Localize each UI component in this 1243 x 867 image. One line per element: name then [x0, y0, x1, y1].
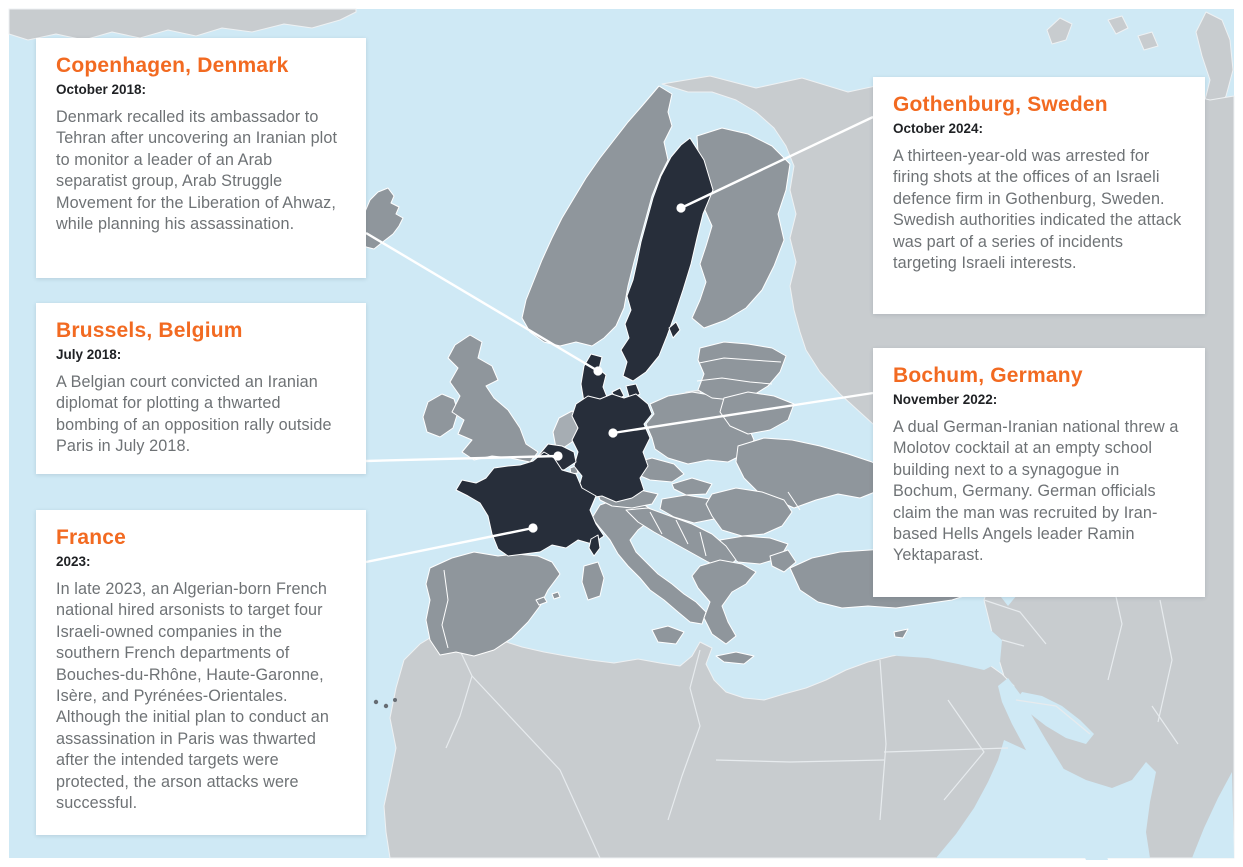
callout-date: October 2018:	[56, 82, 147, 97]
callout-france	[36, 510, 366, 835]
callout-title: Gothenburg, Sweden	[893, 93, 1108, 116]
brussels-marker-dot	[553, 451, 562, 460]
callout-bochum	[873, 348, 1205, 597]
callout-copenhagen	[36, 38, 366, 278]
callout-title: Brussels, Belgium	[56, 319, 243, 342]
callout-description: Denmark recalled its ambassador to Tehran after uncovering an Iranian plot to monitor a leader of an Arab separatist group, Arab Struggle Movement for the Liberation of Ahwaz, while planning his assassination.	[56, 108, 338, 234]
callout-brussels	[36, 303, 366, 474]
callout-date: October 2024:	[893, 121, 984, 136]
country-germany	[572, 394, 652, 502]
callout-description: A thirteen-year-old was arrested for firing shots at the offices of an Israeli defence firm in Gothenburg, Sweden. Swedish authorities indicated the attack was part of a series of incidents targeting Israeli interests.	[893, 147, 1182, 273]
callout-description: A dual German-Iranian national threw a Molotov cocktail at an empty school building next to a synagogue in Bochum, Germany. German officials claim the man was recruited by Iran-based Hells Angels leader Ramin Yektaparast.	[893, 418, 1179, 565]
callout-date: 2023:	[56, 554, 91, 569]
france-marker-dot	[528, 523, 537, 532]
callout-gothenburg	[873, 77, 1205, 314]
callout-description: A Belgian court convicted an Iranian diplomat for plotting a thwarted bombing of an opposition rally outside Paris in July 2018.	[56, 373, 332, 456]
callout-date: November 2022:	[893, 392, 998, 407]
callout-title: Bochum, Germany	[893, 364, 1083, 387]
callout-title: France	[56, 526, 127, 549]
callout-description: In late 2023, an Algerian-born French national hired arsonists to target four Israeli-owned companies in the southern French departments of Bouches-du-Rhône, Haute-Garonne, Isère, and Pyrénées-Orientales. Although the initial plan to conduct an assassination in Paris was thwarted after the intended targets were protected, the arson attacks were successful.	[56, 580, 329, 813]
copenhagen-marker-dot	[593, 366, 602, 375]
bochum-marker-dot	[608, 428, 617, 437]
callout-title: Copenhagen, Denmark	[56, 54, 289, 77]
callout-date: July 2018:	[56, 347, 122, 362]
gothenburg-marker-dot	[676, 203, 685, 212]
